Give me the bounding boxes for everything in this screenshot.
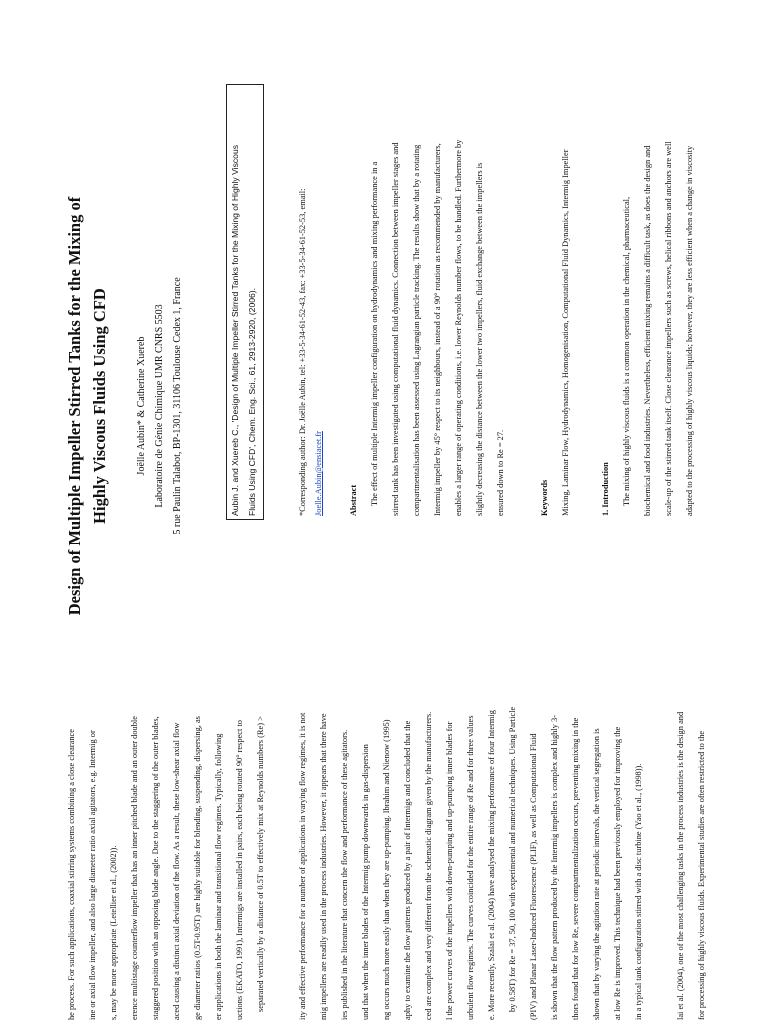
abstract-line: slightly decreasing the distance between the lower two impellers, fluid exchange between the impellers is [475,162,484,516]
keywords-heading: Keywords [540,479,549,516]
abstract-line: ensured down to Re = 27. [496,429,505,516]
left-text-line: ine or axial flow impeller, and also large diameter ratio axial agitators, e.g. Intermig or [88,730,97,1020]
left-text-line: staggered position with an opposing blade angle. Due to the staggering of the outer blades, [151,716,160,1020]
intro-heading: 1. Introduction [601,462,610,516]
paper-title-line1: Design of Multiple Impeller Stirred Tanks for the Mixing of [65,196,84,616]
abstract-line: Intermig impeller by 45° respect to its neighbours, instead of a 90° rotation as recommended by manufacturers, [433,143,442,516]
left-text-line: lai et al. (2004), one of the most challenging tasks in the process industries is the design and [676,711,685,1020]
abstract-line: The effect of multiple Intermig impeller configuration on hydrodynamics and mixing performance in a [370,161,379,506]
abstract-line: compartmentalisation has been assessed using Lagrangian particle tracking. The results show that by a rotating [412,144,421,516]
left-text-line: ity and effective performance for a number of applications in varying flow regimes, it is not [298,712,307,1020]
left-text-line: l the power curves of the impellers with down-pumping and up-pumping inner blades for [445,721,454,1020]
left-text-line: und that when the inner blades of the Intermig pump downwards in gas-dispersion [361,744,370,1020]
left-text-line: ge diameter ratios (0.5T-0.95T) are highly suitable for blending, suspending, dispersing, as [193,716,202,1020]
left-text-line: he process. For such applications, coaxial stirring systems combining a close clearance [67,729,76,1020]
left-text-line: uctions (EKATO, 1991), Intermigs are installed in pairs, each being rotated 90° respect to [235,720,244,1020]
intro-line: adapted to the processing of highly viscous liquids; however, they are less efficient when a change in viscosity [685,145,694,516]
paper-title-line2: Highly Viscous Fluids Using CFD [90,288,109,524]
corresponding-email-link[interactable]: Joelle.Aubin@ensiacet.fr [314,431,323,516]
left-text-line: ies published in the literature that concern the flow and performance of these agitators. [340,729,349,1020]
left-text-line: is shown that the flow pattern produced by the Intermig impellers is complex and highly 3- [550,715,559,1020]
left-text-line: erence multistage counterflow impeller that has an inner pitched blade and an outer double [130,716,139,1020]
left-text-line: separated vertically by a distance of 0.5T to effectively mix at Reynolds numbers (Re) > [256,716,265,1012]
left-text-line: aced causing a distinct axial deviation of the flow. As a result, these low-shear axial flow [172,722,181,1020]
citation-line1: Aubin J. and Xuereb C., 'Design of Multiple Impeller Stirred Tanks for the Mixing of Highly Viscous [230,144,240,516]
abstract-heading: Abstract [349,484,358,516]
left-text-line: aphy to examine the flow patterns produced by a pair of Intermigs and concluded that the [403,720,412,1020]
intro-line: scale-up of the stirred tank itself. Close clearance impellers such as screws, helical ribbons and anchors are well [664,141,673,516]
left-text-line: shown that by varying the agitation rate at periodic intervals, the vertical segregation is [592,728,601,1020]
left-text-line: ng occurs much more easily than when they are up-pumping. Ibrahim and Nienow (1995) [382,719,391,1020]
left-text-line: at low Re is improved. This technique had been previously employed for improving the [613,726,622,1020]
left-text-line: mig impellers are readily used in the process industries. However, it appears that there have [319,713,328,1020]
keywords-list: Mixing, Laminar Flow, Hydrodynamics, Homogenisation, Computational Fluid Dynamics, Intermig Impeller [561,149,570,516]
citation-line2: Fluids Using CFD', Chem. Eng. Sci., 61, 2913-2920, (2006). [247,287,257,516]
paper-affiliation: Laboratoire de Génie Chimique UMR CNRS 5503 [154,304,165,508]
left-text-line: s, may be more appropriate (Letellier et al., (2002)). [109,845,118,1020]
left-text-line: by 0.58T) for Re = 37, 50, 100 with experimental and numerical techniques. Using Particle [508,706,517,1012]
intro-line: biochemical and food industries. Nevertheless, efficient mixing remains a difficult task, as does the design and [643,145,652,516]
intro-line: The mixing of highly viscous fluids is a common operation in the chemical, pharmaceutical, [622,196,631,506]
left-text-line: (PIV) and Planar Laser-Induced Fluorescence (PLIF), as well as Computational Fluid [529,733,538,1020]
paper-address: 5 rue Paulin Talabot, BP-1301, 31106 Toulouse Cedex 1, France [172,277,183,535]
left-text-line: er applications in both the laminar and transitional flow regimes. Typically, following [214,733,223,1020]
left-text-line: in a typical tank configuration stirred with a disc turbine (Yao et al., (1998)). [634,763,643,1020]
left-text-line: urbulent flow regimes. The curves coincided for the entire range of Re and for three values [466,715,475,1020]
abstract-line: enables a larger range of operating conditions, i.e. lower Reynolds number flows, to be handled. Furthermore by [454,139,463,516]
left-text-line: thors found that for low Re, severe compartmentalization occurs, preventing mixing in the [571,717,580,1020]
abstract-line: stirred tank has been investigated using computational fluid dynamics. Connection between impeller stages and [391,142,400,516]
left-text-line: ced are complex and very different from the schematic diagram given by the manufacturers. [424,711,433,1020]
corresponding-author: *Corresponding author: Dr. Joëlle Aubin, tel: +33-5-34-61-52-43, fax: +33-5-34-61-52-53, email: [298,188,307,516]
paper-authors: Joëlle Aubin* & Catherine Xuereb [136,336,147,476]
left-text-line: e. More recently, Szalai et al. (2004) have analysed the mixing performance of four Intermig [487,710,496,1020]
left-text-line: for processing of highly viscous fluids. Experimental studies are often restricted to the [697,730,706,1020]
